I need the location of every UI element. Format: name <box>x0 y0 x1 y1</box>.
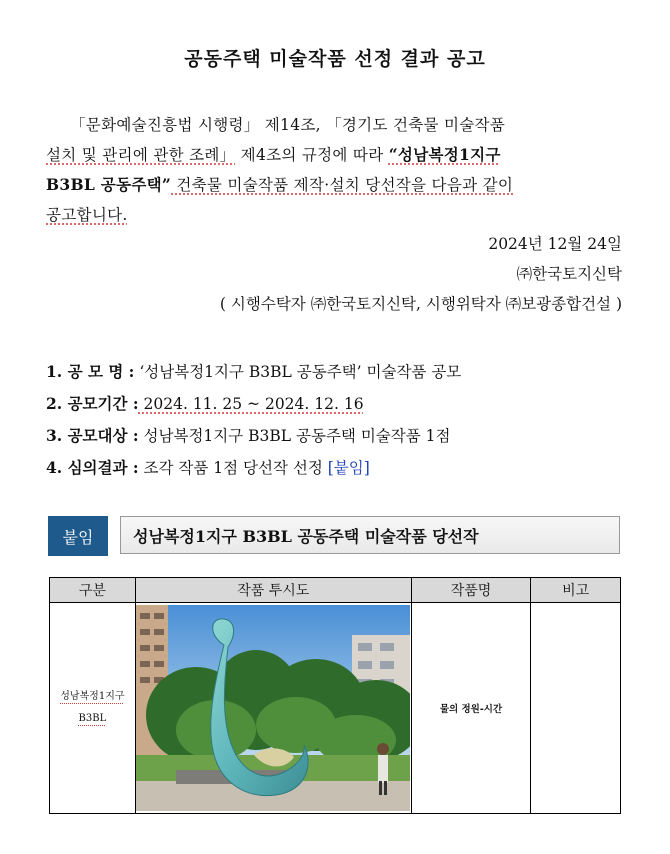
division-line-1: 성남복정1지구 <box>60 691 125 702</box>
header-division: 구분 <box>50 578 136 603</box>
item-row-2 <box>46 388 636 420</box>
announcement-date: 2024년 12월 24일 <box>488 235 622 253</box>
item-list <box>46 356 636 484</box>
work-name-cell: 물의 정원-시간 <box>411 603 531 814</box>
para-line-4: 공고합니다. <box>46 206 128 224</box>
result-table <box>49 577 621 814</box>
item-row-4 <box>46 452 636 484</box>
header-perspective: 작품 투시도 <box>135 578 411 603</box>
para-line-1: 「문화예술진흥법 시행령」 제14조, 「경기도 건축물 미술작품 <box>70 116 506 134</box>
para-line-2c: “성남복정1지구 <box>388 145 501 164</box>
page-title: 공동주택 미술작품 선정 결과 공고 <box>184 48 486 70</box>
perspective-cell <box>135 603 411 814</box>
item-value: 2024. 11. 25 ~ 2024. 12. 16 <box>138 395 364 413</box>
para-line-2a: 설치 및 관리에 관한 조례」 <box>46 146 236 164</box>
division-line-2: B3BL <box>78 713 107 724</box>
attachment-link[interactable]: [붙임] <box>327 459 370 477</box>
item-value: 성남복정1지구 B3BL 공동주택 미술작품 1점 <box>138 427 451 445</box>
header-work-name: 작품명 <box>411 578 531 603</box>
item-value: ‘성남복정1지구 B3BL 공동주택’ 미술작품 공모 <box>134 363 462 381</box>
announcement-paragraph <box>46 110 624 230</box>
para-line-2b: 제4조의 규정에 따라 <box>235 146 389 164</box>
item-row-3 <box>46 420 636 452</box>
item-row-1 <box>46 356 636 388</box>
para-line-3a: B3BL 공동주택” <box>46 175 172 194</box>
item-label: 4. 심의결과 : <box>46 458 139 477</box>
item-label: 1. 공 모 명 : <box>46 362 135 381</box>
table-header-row <box>50 578 621 603</box>
header-note: 비고 <box>531 578 621 603</box>
attachment-title: 성남복정1지구 B3BL 공동주택 미술작품 당선작 <box>120 516 620 554</box>
attachment-header <box>48 516 622 556</box>
parties-line: ( 시행수탁자 ㈜한국토지신탁, 시행위탁자 ㈜보광종합건설 ) <box>219 295 622 313</box>
item-label: 3. 공모대상 : <box>46 426 139 445</box>
para-line-3b: 건축물 미술작품 제작·설치 당선작을 다음과 같이 <box>171 176 514 194</box>
note-cell <box>531 603 621 814</box>
table-row <box>50 603 621 814</box>
announcing-organization: ㈜한국토지신탁 <box>516 265 622 283</box>
attachment-tag: 붙임 <box>48 516 108 556</box>
sculpture-rendering-image <box>136 605 410 811</box>
item-value: 조각 작품 1점 당선작 선정 <box>138 459 328 477</box>
division-cell <box>50 603 136 814</box>
item-label: 2. 공모기간 : <box>46 394 139 413</box>
